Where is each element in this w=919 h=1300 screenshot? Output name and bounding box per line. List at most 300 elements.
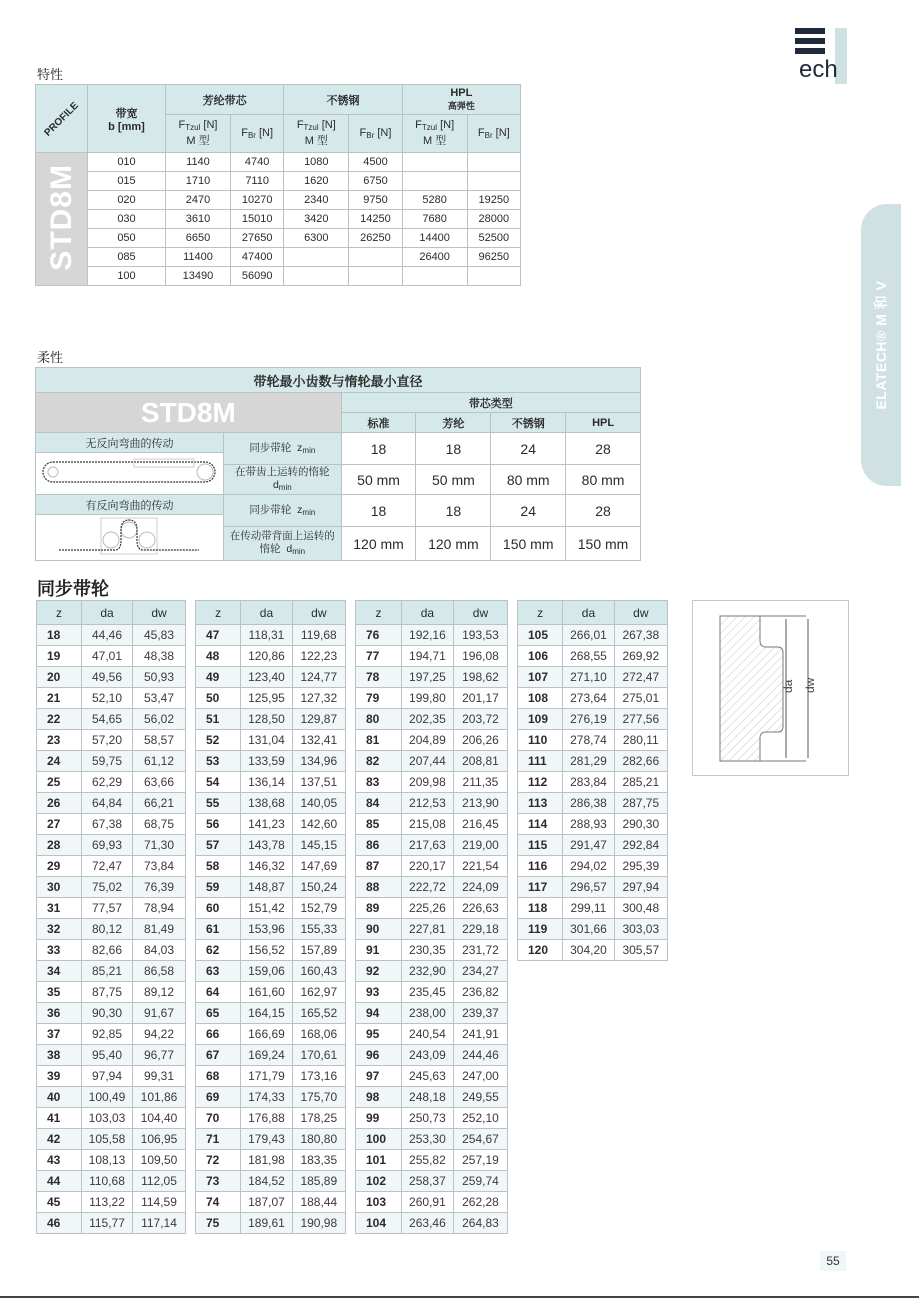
dw-cell: 86,58 (133, 961, 186, 982)
z-cell: 86 (356, 835, 402, 856)
column-header-z: z (196, 601, 241, 625)
dw-cell: 61,12 (133, 751, 186, 772)
dw-cell: 150,24 (292, 877, 345, 898)
da-cell: 215,08 (401, 814, 453, 835)
drive-reverse-diagram (36, 515, 224, 561)
z-cell: 84 (356, 793, 402, 814)
table-row (356, 646, 508, 667)
table-row (356, 1045, 508, 1066)
table-row (37, 1024, 186, 1045)
z-cell: 31 (37, 898, 82, 919)
group-header-aramid: 芳纶带芯 (166, 85, 284, 115)
table-row (518, 688, 668, 709)
da-cell: 64,84 (82, 793, 133, 814)
dw-cell: 239,37 (453, 1003, 507, 1024)
group-header-hpl: HPL 高弹性 (402, 85, 520, 115)
da-cell: 217,63 (401, 835, 453, 856)
dw-cell: 119,68 (292, 625, 345, 646)
table-row (196, 646, 346, 667)
da-cell: 304,20 (563, 940, 614, 961)
da-cell: 174,33 (241, 1087, 292, 1108)
drive-no-reverse-diagram (36, 453, 224, 495)
table-row (518, 625, 668, 646)
table-row (196, 1192, 346, 1213)
profile-header: PROFILE (36, 85, 88, 153)
dw-cell: 257,19 (453, 1150, 507, 1171)
core-type-3: HPL (566, 413, 641, 433)
z-cell: 51 (196, 709, 241, 730)
table-row (36, 267, 521, 286)
value-cell: 50 mm (416, 465, 491, 495)
table-row (356, 856, 508, 877)
da-cell: 281,29 (563, 751, 614, 772)
dw-cell: 66,21 (133, 793, 186, 814)
table-row (518, 730, 668, 751)
value-cell: 27650 (230, 229, 283, 248)
da-cell: 245,63 (401, 1066, 453, 1087)
z-cell: 85 (356, 814, 402, 835)
da-cell: 82,66 (82, 940, 133, 961)
z-cell: 104 (356, 1213, 402, 1234)
da-cell: 108,13 (82, 1150, 133, 1171)
z-cell: 60 (196, 898, 241, 919)
z-cell: 105 (518, 625, 563, 646)
dw-cell: 178,25 (292, 1108, 345, 1129)
table-row (37, 919, 186, 940)
width-cell: 010 (88, 153, 166, 172)
table-row (196, 730, 346, 751)
da-cell: 90,30 (82, 1003, 133, 1024)
table-row (37, 856, 186, 877)
z-cell: 118 (518, 898, 563, 919)
da-cell: 248,18 (401, 1087, 453, 1108)
value-cell: 7680 (402, 210, 467, 229)
value-cell: 7110 (230, 172, 283, 191)
da-cell: 62,29 (82, 772, 133, 793)
table-row (196, 1087, 346, 1108)
row-label: 在传动带背面上运转的 惰轮 $d_{min}$ (223, 527, 341, 561)
value-cell: 28000 (467, 210, 520, 229)
table-row (356, 1129, 508, 1150)
dw-cell: 236,82 (453, 982, 507, 1003)
z-cell: 92 (356, 961, 402, 982)
z-cell: 56 (196, 814, 241, 835)
dw-cell: 259,74 (453, 1171, 507, 1192)
da-cell: 97,94 (82, 1066, 133, 1087)
dw-cell: 193,53 (453, 625, 507, 646)
da-cell: 197,25 (401, 667, 453, 688)
z-cell: 106 (518, 646, 563, 667)
da-cell: 151,42 (241, 898, 292, 919)
logo-text: ech (799, 56, 838, 83)
da-cell: 212,53 (401, 793, 453, 814)
da-cell: 120,86 (241, 646, 292, 667)
z-cell: 18 (37, 625, 82, 646)
da-cell: 103,03 (82, 1108, 133, 1129)
da-cell: 75,02 (82, 877, 133, 898)
dw-cell: 285,21 (614, 772, 667, 793)
characteristics-table (35, 84, 521, 286)
table-row (37, 1129, 186, 1150)
value-cell: 28 (566, 433, 641, 465)
table-row (356, 835, 508, 856)
value-cell: 80 mm (566, 465, 641, 495)
dw-cell: 132,41 (292, 730, 345, 751)
value-cell: 18 (416, 433, 491, 465)
table-row (518, 667, 668, 688)
flexibility-table (35, 367, 641, 561)
width-cell: 020 (88, 191, 166, 210)
dw-cell: 198,62 (453, 667, 507, 688)
table-row (196, 772, 346, 793)
da-cell: 125,95 (241, 688, 292, 709)
z-cell: 100 (356, 1129, 402, 1150)
table-row (37, 1171, 186, 1192)
z-cell: 101 (356, 1150, 402, 1171)
reverse-bend-icon (39, 516, 219, 556)
column-header-da: da (241, 601, 292, 625)
table-row (37, 940, 186, 961)
table-row (518, 856, 668, 877)
table-row (518, 877, 668, 898)
da-cell: 263,46 (401, 1213, 453, 1234)
table-row (36, 153, 521, 172)
da-cell: 148,87 (241, 877, 292, 898)
z-cell: 36 (37, 1003, 82, 1024)
da-cell: 230,35 (401, 940, 453, 961)
z-cell: 114 (518, 814, 563, 835)
da-cell: 95,40 (82, 1045, 133, 1066)
value-cell: 56090 (230, 267, 283, 286)
z-cell: 90 (356, 919, 402, 940)
dw-cell: 175,70 (292, 1087, 345, 1108)
page-number: 55 (820, 1251, 846, 1271)
da-cell: 255,82 (401, 1150, 453, 1171)
width-cell: 085 (88, 248, 166, 267)
pulley-table (517, 600, 668, 961)
da-cell: 299,11 (563, 898, 614, 919)
da-cell: 266,01 (563, 625, 614, 646)
z-cell: 82 (356, 751, 402, 772)
z-cell: 21 (37, 688, 82, 709)
dw-cell: 50,93 (133, 667, 186, 688)
table-row (356, 940, 508, 961)
value-cell: 14250 (349, 210, 402, 229)
value-cell: 24 (491, 495, 566, 527)
table-row (356, 1003, 508, 1024)
dw-cell: 221,54 (453, 856, 507, 877)
da-cell: 301,66 (563, 919, 614, 940)
table-row (196, 1129, 346, 1150)
z-cell: 108 (518, 688, 563, 709)
footer-divider (0, 1296, 919, 1298)
dw-cell: 106,95 (133, 1129, 186, 1150)
table-row (356, 898, 508, 919)
dw-cell: 272,47 (614, 667, 667, 688)
da-cell: 260,91 (401, 1192, 453, 1213)
dw-cell: 203,72 (453, 709, 507, 730)
fbr-header: $F_{Br}$ [N] (349, 115, 402, 153)
value-cell (467, 172, 520, 191)
table-row (37, 898, 186, 919)
value-cell: 4500 (349, 153, 402, 172)
z-cell: 35 (37, 982, 82, 1003)
da-cell: 271,10 (563, 667, 614, 688)
logo-bar (795, 38, 825, 44)
dw-cell: 287,75 (614, 793, 667, 814)
da-cell: 164,15 (241, 1003, 292, 1024)
z-cell: 63 (196, 961, 241, 982)
column-header-z: z (356, 601, 402, 625)
value-cell: 15010 (230, 210, 283, 229)
z-cell: 65 (196, 1003, 241, 1024)
z-cell: 119 (518, 919, 563, 940)
column-header-da: da (563, 601, 614, 625)
table-row (356, 667, 508, 688)
value-cell (467, 267, 520, 286)
table-row (356, 1192, 508, 1213)
dw-cell: 269,92 (614, 646, 667, 667)
value-cell (284, 248, 349, 267)
table-row (356, 1024, 508, 1045)
table-row (196, 940, 346, 961)
row-label: 同步带轮 $z_{min}$ (223, 495, 341, 527)
table-row (196, 814, 346, 835)
table-row (518, 835, 668, 856)
value-cell (402, 172, 467, 191)
logo-bar (795, 48, 825, 54)
dw-cell: 157,89 (292, 940, 345, 961)
da-cell: 250,73 (401, 1108, 453, 1129)
value-cell: 19250 (467, 191, 520, 210)
dw-cell: 262,28 (453, 1192, 507, 1213)
dw-cell: 252,10 (453, 1108, 507, 1129)
da-cell: 153,96 (241, 919, 292, 940)
da-cell: 67,38 (82, 814, 133, 835)
value-cell: 18 (341, 495, 416, 527)
dw-cell: 81,49 (133, 919, 186, 940)
z-cell: 30 (37, 877, 82, 898)
z-cell: 89 (356, 898, 402, 919)
table-row (36, 172, 521, 191)
dw-cell: 292,84 (614, 835, 667, 856)
dw-cell: 280,11 (614, 730, 667, 751)
table-row (196, 877, 346, 898)
da-cell: 291,47 (563, 835, 614, 856)
dw-cell: 94,22 (133, 1024, 186, 1045)
dw-cell: 264,83 (453, 1213, 507, 1234)
pulleys-title: 同步带轮 (37, 579, 109, 599)
da-cell: 278,74 (563, 730, 614, 751)
z-cell: 74 (196, 1192, 241, 1213)
z-cell: 50 (196, 688, 241, 709)
belt-drive-icon (39, 457, 219, 487)
dw-cell: 185,89 (292, 1171, 345, 1192)
characteristics-title: 特性 (37, 67, 64, 82)
value-cell (349, 248, 402, 267)
da-cell: 189,61 (241, 1213, 292, 1234)
da-cell: 192,16 (401, 625, 453, 646)
da-cell: 243,09 (401, 1045, 453, 1066)
z-cell: 32 (37, 919, 82, 940)
da-cell: 141,23 (241, 814, 292, 835)
da-cell: 115,77 (82, 1213, 133, 1234)
dw-cell: 231,72 (453, 940, 507, 961)
value-cell: 150 mm (491, 527, 566, 561)
table-row (518, 814, 668, 835)
table-row (196, 961, 346, 982)
da-cell: 136,14 (241, 772, 292, 793)
z-cell: 80 (356, 709, 402, 730)
da-cell: 159,06 (241, 961, 292, 982)
z-cell: 26 (37, 793, 82, 814)
dw-cell: 241,91 (453, 1024, 507, 1045)
da-cell: 146,32 (241, 856, 292, 877)
column-header-da: da (401, 601, 453, 625)
z-cell: 116 (518, 856, 563, 877)
da-cell: 92,85 (82, 1024, 133, 1045)
table-row (37, 688, 186, 709)
value-cell: 120 mm (341, 527, 416, 561)
da-cell: 268,55 (563, 646, 614, 667)
row-label: 同步带轮 $z_{min}$ (223, 433, 341, 465)
dw-cell: 201,17 (453, 688, 507, 709)
dw-cell: 211,35 (453, 772, 507, 793)
dw-cell: 247,00 (453, 1066, 507, 1087)
table-row (518, 709, 668, 730)
value-cell: 80 mm (491, 465, 566, 495)
z-cell: 55 (196, 793, 241, 814)
da-cell: 222,72 (401, 877, 453, 898)
dw-cell: 45,83 (133, 625, 186, 646)
core-type-header: 带芯类型 (341, 393, 640, 413)
value-cell: 52500 (467, 229, 520, 248)
table-row (37, 982, 186, 1003)
width-cell: 030 (88, 210, 166, 229)
z-cell: 46 (37, 1213, 82, 1234)
table-row (518, 646, 668, 667)
width-header: 带宽 b [mm] (88, 85, 166, 153)
group-header-stainless: 不锈钢 (284, 85, 402, 115)
drive-no-reverse-label: 无反向弯曲的传动 (36, 433, 224, 453)
dw-cell: 190,98 (292, 1213, 345, 1234)
column-header-dw: dw (133, 601, 186, 625)
da-cell: 52,10 (82, 688, 133, 709)
table-row (37, 793, 186, 814)
da-cell: 209,98 (401, 772, 453, 793)
section-side-tab (861, 204, 901, 486)
z-cell: 64 (196, 982, 241, 1003)
table-row (37, 1213, 186, 1234)
value-cell: 10270 (230, 191, 283, 210)
z-cell: 49 (196, 667, 241, 688)
dw-cell: 254,67 (453, 1129, 507, 1150)
table-row (356, 751, 508, 772)
z-cell: 23 (37, 730, 82, 751)
pulley-cross-section-diagram (692, 600, 849, 776)
value-cell: 4740 (230, 153, 283, 172)
value-cell: 120 mm (416, 527, 491, 561)
value-cell: 9750 (349, 191, 402, 210)
dw-cell: 127,32 (292, 688, 345, 709)
value-cell: 1080 (284, 153, 349, 172)
z-cell: 68 (196, 1066, 241, 1087)
z-cell: 103 (356, 1192, 402, 1213)
da-cell: 100,49 (82, 1087, 133, 1108)
z-cell: 115 (518, 835, 563, 856)
table-row (518, 940, 668, 961)
dw-cell: 101,86 (133, 1087, 186, 1108)
dw-cell: 142,60 (292, 814, 345, 835)
table-row (37, 1087, 186, 1108)
table-row (37, 709, 186, 730)
table-row (37, 1108, 186, 1129)
table-row (196, 793, 346, 814)
z-cell: 44 (37, 1171, 82, 1192)
value-cell: 18 (416, 495, 491, 527)
dw-cell: 152,79 (292, 898, 345, 919)
z-cell: 24 (37, 751, 82, 772)
z-cell: 38 (37, 1045, 82, 1066)
dw-cell: 160,43 (292, 961, 345, 982)
da-cell: 225,26 (401, 898, 453, 919)
z-cell: 40 (37, 1087, 82, 1108)
value-cell: 6300 (284, 229, 349, 248)
table-row (518, 772, 668, 793)
da-cell: 238,00 (401, 1003, 453, 1024)
z-cell: 22 (37, 709, 82, 730)
table-row (37, 1003, 186, 1024)
dw-cell: 58,57 (133, 730, 186, 751)
dw-cell: 53,47 (133, 688, 186, 709)
table-row (196, 898, 346, 919)
dw-cell: 124,77 (292, 667, 345, 688)
da-cell: 288,93 (563, 814, 614, 835)
da-cell: 166,69 (241, 1024, 292, 1045)
z-cell: 45 (37, 1192, 82, 1213)
da-cell: 87,75 (82, 982, 133, 1003)
dw-cell: 147,69 (292, 856, 345, 877)
dw-cell: 234,27 (453, 961, 507, 982)
z-cell: 29 (37, 856, 82, 877)
dw-cell: 73,84 (133, 856, 186, 877)
table-row (356, 961, 508, 982)
da-cell: 286,38 (563, 793, 614, 814)
da-cell: 187,07 (241, 1192, 292, 1213)
dw-cell: 219,00 (453, 835, 507, 856)
value-cell: 150 mm (566, 527, 641, 561)
da-cell: 171,79 (241, 1066, 292, 1087)
value-cell (284, 267, 349, 286)
value-cell: 1140 (166, 153, 231, 172)
table-row (356, 1108, 508, 1129)
dw-cell: 96,77 (133, 1045, 186, 1066)
da-cell: 72,47 (82, 856, 133, 877)
z-cell: 77 (356, 646, 402, 667)
dw-cell: 155,33 (292, 919, 345, 940)
table-row (356, 793, 508, 814)
table-row (37, 772, 186, 793)
z-cell: 54 (196, 772, 241, 793)
da-cell: 138,68 (241, 793, 292, 814)
z-cell: 53 (196, 751, 241, 772)
dw-cell: 129,87 (292, 709, 345, 730)
table-row (356, 688, 508, 709)
flexibility-title: 柔性 (37, 350, 64, 365)
da-cell: 105,58 (82, 1129, 133, 1150)
dw-label: dw (803, 677, 817, 693)
da-cell: 54,65 (82, 709, 133, 730)
